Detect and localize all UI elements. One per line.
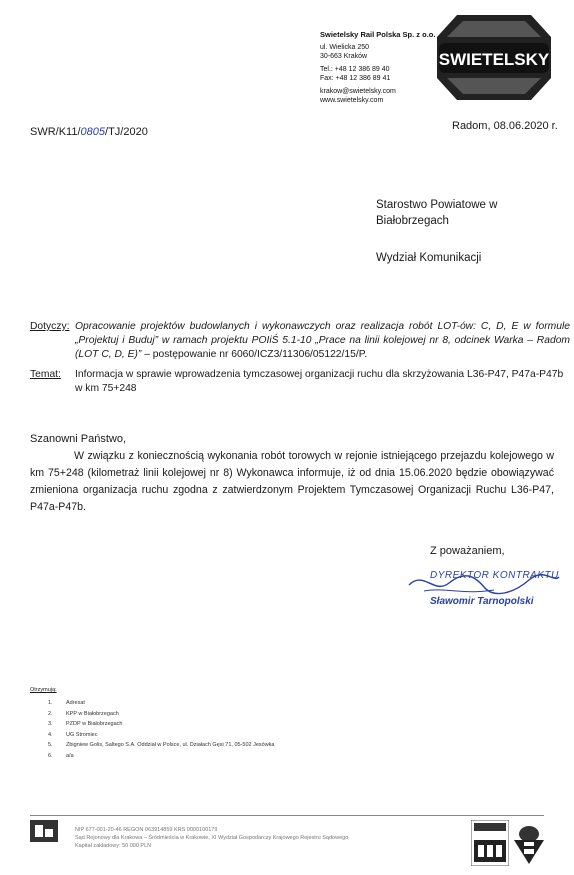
list-item: 4. UG Stromiec <box>48 731 98 738</box>
company-name: Swietelsky Rail Polska Sp. z o.o. <box>320 30 436 39</box>
footer-court: Sąd Rejonowy dla Krakowa – Śródmieścia w Krakowie, XI Wydział Gospodarczy Krajowego Rejestru Sądowego <box>75 835 349 841</box>
company-website: www.swietelsky.com <box>320 97 384 104</box>
recipient-department: Wydział Komunikacji <box>376 252 482 264</box>
certification-logo-icon <box>471 820 509 866</box>
handwritten-number: 0805 <box>80 126 106 138</box>
footer-capital: Kapitał zakładowy: 50 000 PLN <box>75 843 152 849</box>
company-address-block <box>320 30 435 105</box>
list-item: 5. Zbigniew Golis, Saltego S.A. Oddział w Polsce, ul. Działach Gęsi 71, 05-502 Jesówka <box>48 742 275 748</box>
list-item: 2. KPP w Białobrzegach <box>48 710 119 717</box>
footer-mark-icon <box>30 820 58 842</box>
company-city: 30-663 Kraków <box>320 53 368 60</box>
company-street: ul. Wielicka 250 <box>320 44 370 51</box>
swietelsky-logo <box>437 15 551 100</box>
company-fax: Fax: +48 12 386 89 41 <box>320 75 391 82</box>
eagle-emblem-icon <box>510 820 548 866</box>
letter-date: Radom, 08.06.2020 r. <box>452 120 558 132</box>
recipients-label: Otrzymują: <box>30 687 57 693</box>
logo-text: SWIETELSKY <box>438 50 550 69</box>
footer-legal <box>75 826 348 850</box>
signature-title-stamp: DYREKTOR KONTRAKTU <box>430 570 559 581</box>
recipient-office: Starostwo Powiatowe w Białobrzegach <box>376 199 498 227</box>
body-paragraph: W związku z koniecznością wykonania robót torowych w rejonie istniejącego przejazdu kolejowego w km 75+248 (kilometraż linii kolejowej nr 8) Wykonawca informuje, iż od dnia 15.06.2020 będzie obowiązywać zmieniona organizacja ruchu zgodna z zatwierdzonym Projektem Tymczasowej Organizacji Ruchu L36-P47, P47a-P47b. <box>30 450 554 513</box>
signatory-name: Sławomir Tarnopolski <box>430 596 534 607</box>
topic-label: Temat: <box>30 369 61 380</box>
footer-ids: NIP 677-001-20-46 REGON 063914859 KRS 0000100179 <box>75 827 218 833</box>
list-item: 1. Adresat <box>48 700 85 706</box>
salutation: Szanowni Państwo, <box>30 433 126 445</box>
subject-text: Opracowanie projektów budowlanych i wykonawczych oraz realizacja robót LOT-ów: C, D, E w formule „Projektuj i Buduj” w ramach projektu POIiŚ 5.1-10 „Prace na linii kolejowej nr 8, odcinek Warka – Radom (LOT C, D, E)” – postępowanie nr 6060/ICZ3/11306/05122/15/P. <box>75 321 570 360</box>
reference-number: SWR/K11/0805/TJ/2020 <box>30 126 148 138</box>
topic-text: Informacja w sprawie wprowadzenia tymczasowej organizacji ruchu dla skrzyżowania L36-P47, P47a-P47b w km 75+248 <box>75 369 564 394</box>
subject-label: Dotyczy: <box>30 321 70 332</box>
company-email: krakow@swietelsky.com <box>320 88 396 95</box>
company-phone: Tel.: +48 12 386 89 40 <box>320 66 390 73</box>
footer-divider <box>30 815 544 816</box>
list-item: 3. PZDP w Białobrzegach <box>48 721 123 727</box>
closing: Z poważaniem, <box>430 545 505 557</box>
recipients-list <box>48 698 275 761</box>
list-item: 6. a/a <box>48 752 74 759</box>
